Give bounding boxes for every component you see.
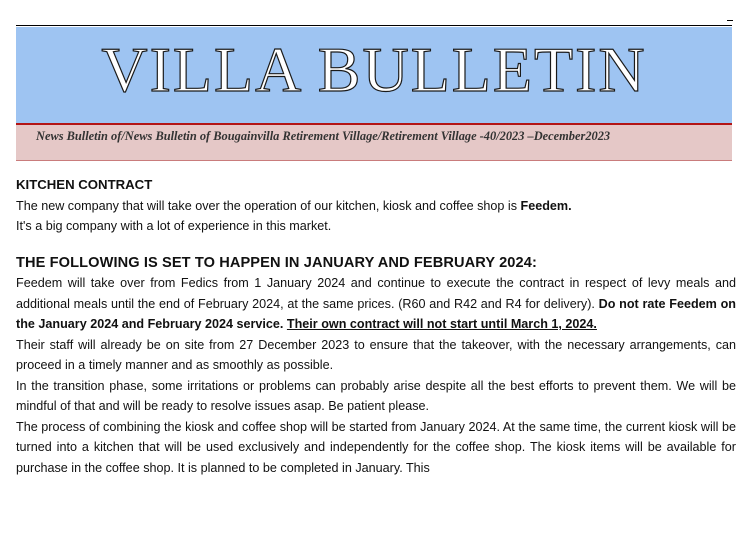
masthead-title: VILLA BULLETIN [101, 34, 647, 105]
masthead [16, 27, 732, 123]
kitchen-contract-heading: KITCHEN CONTRACT [16, 177, 153, 192]
schedule-paragraph-2: Their staff will already be on site from 27 December 2023 to ensure that the takeover, with the necessary arrangements, can proceed in a timely manner and as smoothly as possible. [16, 337, 736, 372]
kitchen-line-1-text: The new company that will take over the operation of our kitchen, kiosk and coffee shop is [16, 198, 521, 213]
top-rule [16, 25, 732, 26]
schedule-paragraph-4: The process of combining the kiosk and coffee shop will be started from January 2024. At the same time, the current kiosk will be turned into a kitchen that will be used exclusively and independently for the coffee shop. The kiosk items will be available for purchase in the coffee shop. It is planned to be completed in January. This [16, 419, 736, 475]
schedule-paragraph-1 [16, 273, 736, 335]
schedule-p1-underline: Their own contract will not start until March 1, 2024. [286, 317, 597, 331]
company-name: Feedem. [520, 198, 572, 213]
schedule-p1-bold: Do not rate Feedem on the January 2024 and February 2024 service. [16, 296, 736, 331]
kitchen-line-1 [16, 196, 736, 217]
subtitle-band [16, 123, 732, 161]
masthead-subtitle: News Bulletin of/News Bulletin of Bougainvilla Retirement Village/Retirement Village -40/2023 –December2023 [36, 129, 611, 143]
schedule-paragraph-3: In the transition phase, some irritations or problems can probably arise despite all the best efforts to prevent them. We will be mindful of that and will be ready to resolve issues asap. Be patient please. [16, 378, 736, 413]
schedule-heading: THE FOLLOWING IS SET TO HAPPEN IN JANUARY AND FEBRUARY 2024: [16, 254, 537, 271]
schedule-p1-text: Feedem will take over from Fedics from 1 January 2024 and continue to execute the contract in respect of levy meals and additional meals until the end of February 2024, at the same prices. (R60 and R42 and R4 for delivery). [16, 276, 736, 311]
kitchen-line-2: It's a big company with a lot of experience in this market. [16, 219, 332, 233]
article-body [16, 175, 736, 478]
